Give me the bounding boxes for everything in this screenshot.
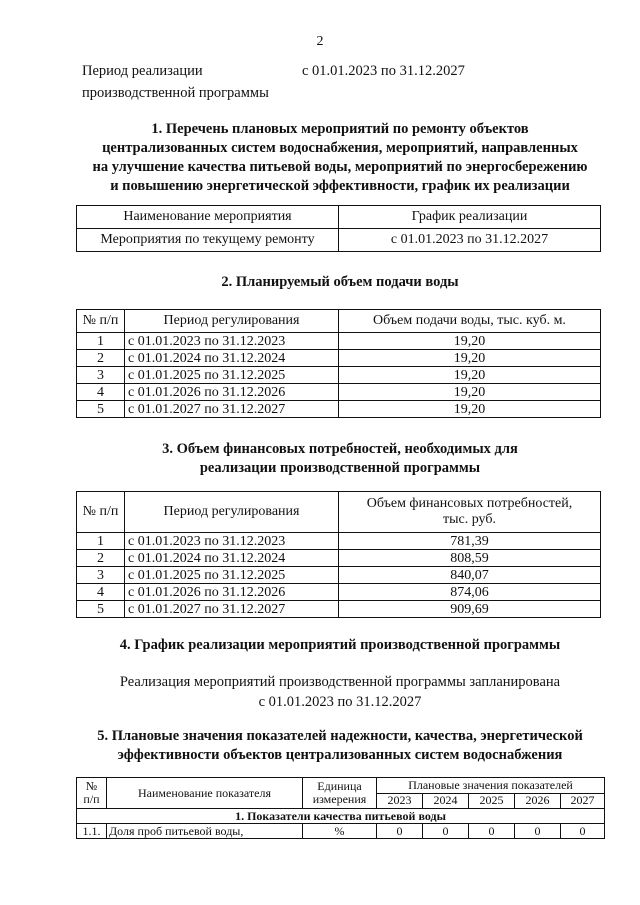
table-cell: с 01.01.2027 по 31.12.2027 <box>125 401 339 418</box>
table-cell: 4 <box>77 384 125 401</box>
table-row <box>77 567 601 584</box>
column-header <box>303 778 377 809</box>
table-cell: 0 <box>561 824 605 839</box>
table-row <box>77 533 601 550</box>
section4-text <box>80 672 600 712</box>
table-header-row <box>77 778 605 794</box>
table-cell: 19,20 <box>339 384 601 401</box>
program-period-label-line1: Период реализации <box>82 63 203 79</box>
table-cell: 5 <box>77 601 125 618</box>
section1-heading-line: централизованных систем водоснабжения, мероприятий, направленных <box>102 140 578 156</box>
table-cell: 5 <box>77 401 125 418</box>
column-header: Период регулирования <box>125 492 339 533</box>
table-cell: 3 <box>77 367 125 384</box>
table-cell: с 01.01.2023 по 31.12.2027 <box>339 229 601 252</box>
column-header-line: измерения <box>312 792 367 806</box>
section3-heading-line: реализации производственной программы <box>199 460 481 476</box>
table-cell: 874,06 <box>339 584 601 601</box>
table-cell: Доля проб питьевой воды, <box>107 824 303 839</box>
column-header <box>339 492 601 533</box>
year-header: 2025 <box>469 793 515 809</box>
table-cell: 1.1. <box>77 824 107 839</box>
table-cell: 2 <box>77 350 125 367</box>
table-row <box>77 333 601 350</box>
table-cell: с 01.01.2025 по 31.12.2025 <box>125 567 339 584</box>
table-cell: с 01.01.2023 по 31.12.2023 <box>125 533 339 550</box>
column-header: Объем подачи воды, тыс. куб. м. <box>339 310 601 333</box>
table-cell: с 01.01.2026 по 31.12.2026 <box>125 584 339 601</box>
table-row <box>77 401 601 418</box>
table-cell: 19,20 <box>339 367 601 384</box>
table-cell: Мероприятия по текущему ремонту <box>77 229 339 252</box>
column-header: График реализации <box>339 206 601 229</box>
table-cell: 840,07 <box>339 567 601 584</box>
table-cell: 4 <box>77 584 125 601</box>
water-volume-table <box>76 309 601 418</box>
section5-heading-line: 5. Плановые значения показателей надежности, качества, энергетической <box>97 728 583 744</box>
table-row <box>77 584 601 601</box>
column-header-line: п/п <box>83 792 100 806</box>
table-cell: 19,20 <box>339 350 601 367</box>
table-cell: с 01.01.2024 по 31.12.2024 <box>125 550 339 567</box>
financial-needs-table <box>76 491 601 618</box>
section1-heading-line: на улучшение качества питьевой воды, мероприятий по энергосбережению <box>92 159 588 175</box>
table-header-row <box>77 206 601 229</box>
section1-heading-line: и повышению энергетической эффективности, график их реализации <box>110 178 570 194</box>
year-header: 2027 <box>561 793 605 809</box>
column-header: № п/п <box>77 310 125 333</box>
section3-heading <box>60 440 620 478</box>
column-header: Период регулирования <box>125 310 339 333</box>
column-header-line: № <box>85 779 98 793</box>
section3-heading-line: 3. Объем финансовых потребностей, необходимых для <box>162 441 518 457</box>
table-cell: 0 <box>515 824 561 839</box>
section5-heading-line: эффективности объектов централизованных систем водоснабжения <box>117 747 563 763</box>
column-header-line: Единица <box>317 779 362 793</box>
section4-text-line: с 01.01.2023 по 31.12.2027 <box>258 694 422 710</box>
table-row <box>77 384 601 401</box>
table-row <box>77 601 601 618</box>
table-cell: 3 <box>77 567 125 584</box>
table-cell: с 01.01.2024 по 31.12.2024 <box>125 350 339 367</box>
table-cell: % <box>303 824 377 839</box>
table-header-row <box>77 492 601 533</box>
activities-table <box>76 205 601 252</box>
section1-heading <box>60 120 620 196</box>
program-period-label-line2: производственной программы <box>82 85 269 101</box>
table-cell: 0 <box>469 824 515 839</box>
program-period-label <box>82 60 269 104</box>
section2-heading: 2. Планируемый объем подачи воды <box>221 274 459 290</box>
table-cell: 1 <box>77 333 125 350</box>
table-cell: 0 <box>377 824 423 839</box>
section1-heading-line: 1. Перечень плановых мероприятий по ремонту объектов <box>151 121 529 137</box>
year-header: 2024 <box>423 793 469 809</box>
column-header: Наименование мероприятия <box>77 206 339 229</box>
year-header: 2026 <box>515 793 561 809</box>
table-cell: с 01.01.2025 по 31.12.2025 <box>125 367 339 384</box>
table-cell: 781,39 <box>339 533 601 550</box>
table-cell: 1 <box>77 533 125 550</box>
table-row <box>77 350 601 367</box>
indicators-table <box>76 777 605 839</box>
table-cell: 808,59 <box>339 550 601 567</box>
table-row <box>77 824 605 839</box>
section4-text-line: Реализация мероприятий производственной программы запланирована <box>119 674 561 690</box>
table-row <box>77 367 601 384</box>
page-number: 2 <box>316 34 324 49</box>
column-header-line: тыс. руб. <box>443 512 496 527</box>
table-header-row <box>77 310 601 333</box>
program-period-value: с 01.01.2023 по 31.12.2027 <box>302 63 465 79</box>
year-header: 2023 <box>377 793 423 809</box>
table-cell: 19,20 <box>339 333 601 350</box>
table-row <box>77 229 601 252</box>
group-title: 1. Показатели качества питьевой воды <box>77 809 605 824</box>
column-header-line: Объем финансовых потребностей, <box>366 496 573 511</box>
table-cell: 0 <box>423 824 469 839</box>
column-header <box>77 778 107 809</box>
section4-heading: 4. График реализации мероприятий производственной программы <box>119 637 561 653</box>
table-cell: с 01.01.2026 по 31.12.2026 <box>125 384 339 401</box>
table-cell: 909,69 <box>339 601 601 618</box>
table-cell: 19,20 <box>339 401 601 418</box>
table-cell: с 01.01.2027 по 31.12.2027 <box>125 601 339 618</box>
table-cell: 2 <box>77 550 125 567</box>
table-group-row <box>77 809 605 824</box>
table-row <box>77 550 601 567</box>
section5-heading <box>60 727 620 765</box>
table-cell: с 01.01.2023 по 31.12.2023 <box>125 333 339 350</box>
column-header: № п/п <box>77 492 125 533</box>
column-header: Плановые значения показателей <box>377 778 605 794</box>
column-header: Наименование показателя <box>107 778 303 809</box>
